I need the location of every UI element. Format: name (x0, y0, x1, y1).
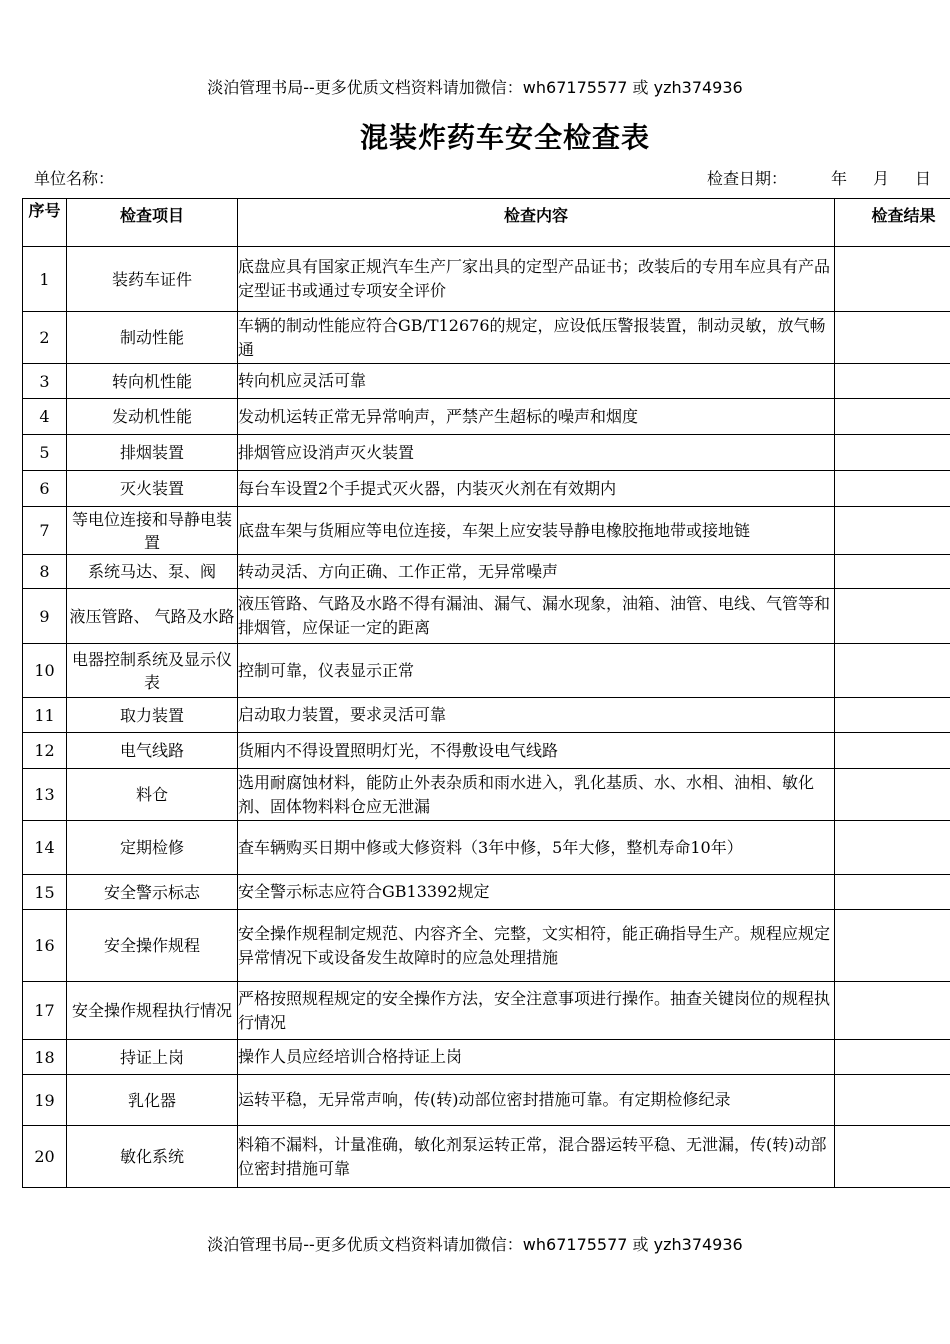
unit-name-label: 单位名称： (34, 169, 115, 188)
table-row (23, 1040, 950, 1075)
row-check-content: 底盘车架与货厢应等电位连接，车架上应安装导静电橡胶拖地带或接地链 (238, 507, 835, 555)
row-check-result[interactable] (835, 589, 950, 644)
table-row (23, 982, 950, 1040)
table-header-row (23, 199, 950, 247)
row-check-content: 液压管路、气路及水路不得有漏油、漏气、漏水现象，油箱、油管、电线、气管等和排烟管，应保证一定的距离 (238, 589, 835, 644)
row-check-item: 料仓 (67, 769, 238, 821)
header-result: 检查结果 (835, 199, 950, 247)
row-check-content: 每台车设置2个手提式灭火器，内装灭火剂在有效期内 (238, 471, 835, 507)
inspection-date (707, 166, 931, 189)
row-check-item: 持证上岗 (67, 1040, 238, 1075)
date-month: 月 (873, 169, 890, 188)
row-check-item: 灭火装置 (67, 471, 238, 507)
table-row (23, 399, 950, 435)
table-row (23, 698, 950, 733)
table-row (23, 875, 950, 910)
row-number: 5 (23, 435, 67, 471)
row-check-item: 排烟装置 (67, 435, 238, 471)
row-check-result[interactable] (835, 507, 950, 555)
row-check-content: 选用耐腐蚀材料，能防止外表杂质和雨水进入，乳化基质、水、水相、油相、敏化剂、固体物料料仓应无泄漏 (238, 769, 835, 821)
row-check-item: 系统马达、泵、阀 (67, 555, 238, 589)
row-number: 6 (23, 471, 67, 507)
row-check-result[interactable] (835, 910, 950, 982)
table-row (23, 1075, 950, 1126)
row-check-result[interactable] (835, 698, 950, 733)
date-day: 日 (915, 169, 932, 188)
row-check-content: 操作人员应经培训合格持证上岗 (238, 1040, 835, 1075)
table-row (23, 247, 950, 312)
row-number: 13 (23, 769, 67, 821)
row-check-result[interactable] (835, 364, 950, 399)
header-no: 序号 (23, 199, 67, 247)
row-number: 7 (23, 507, 67, 555)
row-check-content: 排烟管应设消声灭火装置 (238, 435, 835, 471)
row-check-content: 车辆的制动性能应符合GB/T12676的规定，应设低压警报装置，制动灵敏，放气畅通 (238, 312, 835, 364)
date-label: 检查日期： (707, 169, 788, 188)
row-check-result[interactable] (835, 1075, 950, 1126)
row-check-result[interactable] (835, 1040, 950, 1075)
header-item: 检查项目 (67, 199, 238, 247)
row-check-content: 转动灵活、方向正确、工作正常，无异常噪声 (238, 555, 835, 589)
table-row (23, 733, 950, 769)
row-check-item: 制动性能 (67, 312, 238, 364)
row-check-item: 电器控制系统及显示仪表 (67, 644, 238, 698)
row-number: 1 (23, 247, 67, 312)
row-check-item: 安全操作规程执行情况 (67, 982, 238, 1040)
row-check-item: 装药车证件 (67, 247, 238, 312)
row-check-result[interactable] (835, 644, 950, 698)
row-number: 16 (23, 910, 67, 982)
row-number: 4 (23, 399, 67, 435)
row-check-item: 安全操作规程 (67, 910, 238, 982)
row-number: 8 (23, 555, 67, 589)
row-check-result[interactable] (835, 471, 950, 507)
table-row (23, 589, 950, 644)
row-check-content: 安全警示标志应符合GB13392规定 (238, 875, 835, 910)
row-check-content: 转向机应灵活可靠 (238, 364, 835, 399)
row-check-content: 严格按照规程规定的安全操作方法，安全注意事项进行操作。抽查关键岗位的规程执行情况 (238, 982, 835, 1040)
table-row (23, 471, 950, 507)
row-check-content: 料箱不漏料，计量准确，敏化剂泵运转正常，混合器运转平稳、无泄漏，传(转)动部位密封措施可靠 (238, 1126, 835, 1188)
row-check-result[interactable] (835, 769, 950, 821)
table-row (23, 312, 950, 364)
row-number: 18 (23, 1040, 67, 1075)
inspection-table (22, 198, 950, 1188)
row-check-item: 安全警示标志 (67, 875, 238, 910)
table-row (23, 364, 950, 399)
row-number: 14 (23, 821, 67, 875)
row-check-content: 控制可靠，仪表显示正常 (238, 644, 835, 698)
row-check-item: 取力装置 (67, 698, 238, 733)
table-row (23, 821, 950, 875)
table-row (23, 644, 950, 698)
header-watermark: 淡泊管理书局--更多优质文档资料请加微信：wh67175577 或 yzh374936 (207, 78, 743, 97)
row-number: 20 (23, 1126, 67, 1188)
row-check-item: 电气线路 (67, 733, 238, 769)
row-number: 10 (23, 644, 67, 698)
row-number: 11 (23, 698, 67, 733)
row-check-result[interactable] (835, 435, 950, 471)
row-check-item: 等电位连接和导静电装置 (67, 507, 238, 555)
row-check-content: 底盘应具有国家正规汽车生产厂家出具的定型产品证书；改装后的专用车应具有产品定型证书或通过专项安全评价 (238, 247, 835, 312)
row-check-result[interactable] (835, 399, 950, 435)
row-number: 9 (23, 589, 67, 644)
row-check-item: 发动机性能 (67, 399, 238, 435)
row-check-result[interactable] (835, 1126, 950, 1188)
row-number: 15 (23, 875, 67, 910)
table-row (23, 1126, 950, 1188)
row-check-content: 发动机运转正常无异常响声，严禁产生超标的噪声和烟度 (238, 399, 835, 435)
row-check-content: 运转平稳，无异常声响，传(转)动部位密封措施可靠。有定期检修纪录 (238, 1075, 835, 1126)
row-check-item: 液压管路、 气路及水路 (67, 589, 238, 644)
row-check-item: 转向机性能 (67, 364, 238, 399)
row-check-content: 安全操作规程制定规范、内容齐全、完整，文实相符，能正确指导生产。规程应规定异常情况下或设备发生故障时的应急处理措施 (238, 910, 835, 982)
row-check-result[interactable] (835, 875, 950, 910)
row-check-content: 查车辆购买日期中修或大修资料（3年中修，5年大修，整机寿命10年） (238, 821, 835, 875)
table-row (23, 910, 950, 982)
table-row (23, 555, 950, 589)
row-check-content: 货厢内不得设置照明灯光，不得敷设电气线路 (238, 733, 835, 769)
table-row (23, 769, 950, 821)
row-number: 19 (23, 1075, 67, 1126)
row-check-result[interactable] (835, 982, 950, 1040)
row-check-result[interactable] (835, 733, 950, 769)
row-number: 3 (23, 364, 67, 399)
row-check-item: 敏化系统 (67, 1126, 238, 1188)
row-number: 12 (23, 733, 67, 769)
row-number: 17 (23, 982, 67, 1040)
row-check-result[interactable] (835, 821, 950, 875)
row-check-result[interactable] (835, 247, 950, 312)
footer-watermark: 淡泊管理书局--更多优质文档资料请加微信：wh67175577 或 yzh374936 (207, 1235, 743, 1254)
document-title: 混装炸药车安全检查表 (359, 121, 650, 154)
row-number: 2 (23, 312, 67, 364)
table-row (23, 507, 950, 555)
row-check-content: 启动取力装置，要求灵活可靠 (238, 698, 835, 733)
row-check-result[interactable] (835, 555, 950, 589)
row-check-item: 定期检修 (67, 821, 238, 875)
header-content: 检查内容 (238, 199, 835, 247)
row-check-result[interactable] (835, 312, 950, 364)
table-row (23, 435, 950, 471)
row-check-item: 乳化器 (67, 1075, 238, 1126)
date-year: 年 (831, 169, 848, 188)
